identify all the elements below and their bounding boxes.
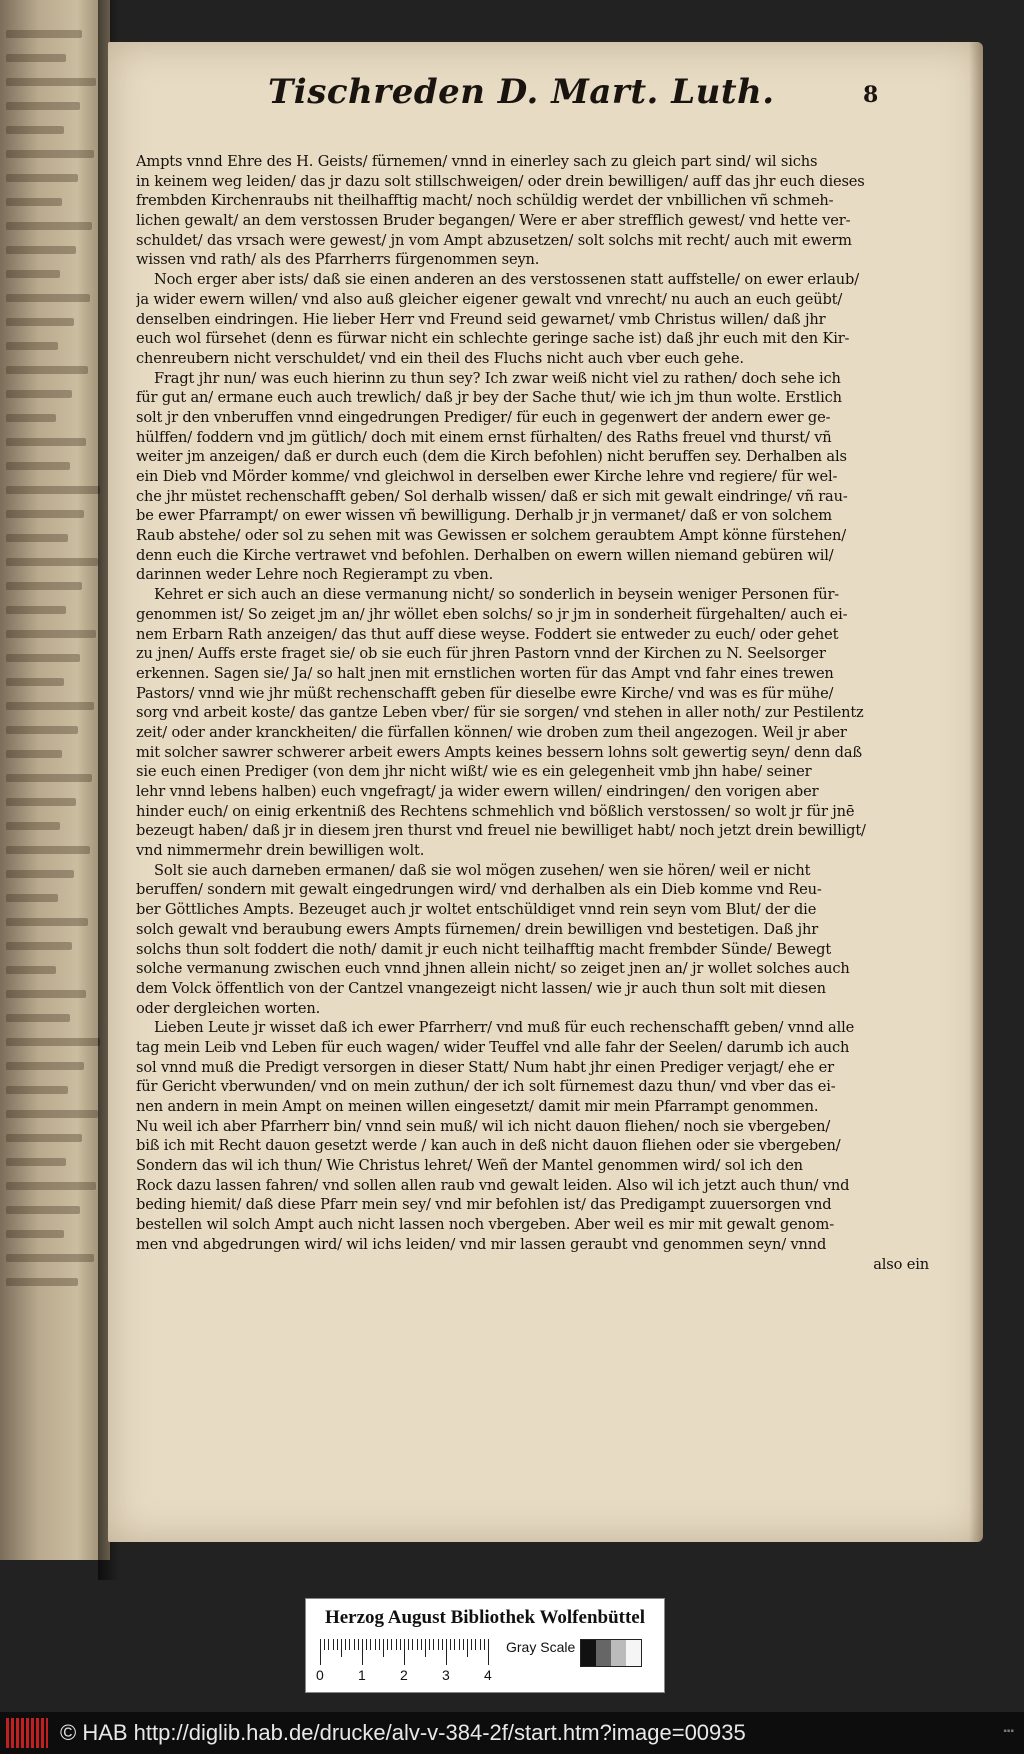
text-line: lichen gewalt/ an dem verstossen Bruder begangen/ Were er aber strefflich gewest/ vnd hette ver-	[136, 212, 851, 230]
ruler-tick	[467, 1639, 468, 1657]
left-page-text-shadow	[6, 654, 80, 662]
book-page	[108, 42, 983, 1542]
running-head: Tischreden D. Mart. Luth.	[268, 72, 775, 112]
gray-scale-label: Gray Scale	[506, 1639, 576, 1655]
ruler-tick	[463, 1639, 464, 1650]
text-line: zu jnen/ Auffs erste fraget sie/ ob sie euch für jhren Pastorn vnnd der Kirchen zu N. Seelsorger	[136, 645, 826, 663]
ruler-tick	[438, 1639, 439, 1650]
left-page-text-shadow	[6, 78, 96, 86]
text-line: frembden Kirchenraubs nit theilhafftig macht/ noch schüldig werdet der vnbillichen vñ schmeh-	[136, 192, 834, 210]
left-page-text-shadow	[6, 486, 100, 494]
left-page-text-shadow	[6, 198, 62, 206]
text-line: Lieben Leute jr wisset daß ich ewer Pfarrherr/ vnd muß für euch rechenschafft geben/ vnnd alle	[154, 1019, 855, 1037]
ruler-tick	[454, 1639, 455, 1650]
ruler-tick	[379, 1639, 380, 1650]
copyright-url[interactable]: © HAB http://diglib.hab.de/drucke/alv-v-384-2f/start.htm?image=00935	[60, 1720, 746, 1745]
left-page-text-shadow	[6, 462, 70, 470]
ruler-labels	[316, 1667, 496, 1685]
left-page-text-shadow	[6, 366, 88, 374]
text-line: beding hiemit/ daß diese Pfarr mein sey/ vnd mir befohlen ist/ das Predigampt zuuersorgen vnd	[136, 1196, 832, 1214]
text-line: sie euch einen Prediger (von dem jhr nicht wißt/ wie es ein gelegenheit vmb jhn habe/ seiner	[136, 763, 812, 781]
left-page-text-shadow	[6, 558, 98, 566]
ruler-tick	[345, 1639, 346, 1650]
text-line: lehr vnnd lebens halben) euch vngefragt/ ja wider ewern willen/ eindringen/ den vorigen aber	[136, 783, 819, 800]
left-page-text-shadow	[6, 1206, 80, 1214]
scale-ruler	[320, 1639, 492, 1665]
text-line: genommen ist/ So zeiget jm an/ jhr wöllet eben solchs/ so jr jm in sonderheit fürgehalten/ auch ei-	[136, 605, 848, 623]
text-line: tag mein Leib vnd Leben für euch wagen/ wider Teuffel vnd alle fahr der Seelen/ darumb ich auch	[136, 1038, 850, 1056]
text-line: men vnd abgedrungen wird/ wil ichs leiden/ vnd mir lassen geraubt vnd genommen seyn/ vnnd	[136, 1235, 827, 1253]
left-page-text-shadow	[6, 438, 86, 446]
left-page-text-shadow	[6, 798, 76, 806]
ruler-tick	[333, 1639, 334, 1650]
ruler-tick	[484, 1639, 485, 1650]
gray-swatch	[596, 1640, 611, 1666]
ruler-tick	[354, 1639, 355, 1650]
ruler-tick	[396, 1639, 397, 1650]
ruler-tick	[328, 1639, 329, 1650]
text-line: Raub abstehe/ oder sol zu sehen mit was Gewissen er solchem geraubtem Ampt könne fürstehen/	[136, 527, 847, 545]
text-line: biß ich mit Recht dauon gesetzt werde / kan auch in deß nicht dauon fliehen oder sie vbergeben/	[136, 1137, 841, 1155]
left-page-text-shadow	[6, 774, 92, 782]
left-page-text-shadow	[6, 1254, 94, 1262]
left-page-text-shadow	[6, 1230, 64, 1238]
ruler-tick	[337, 1639, 338, 1650]
text-line: ein Dieb vnd Mörder komme/ vnd gleichwol in derselben ewer Kirche lehre vnd regiere/ für wel-	[136, 468, 838, 485]
left-page-text-shadow	[6, 702, 94, 710]
ruler-tick	[324, 1639, 325, 1650]
page-number: 8	[863, 82, 879, 108]
text-line: che jhr müstet rechenschafft geben/ Sol derhalb wissen/ daß er sich mit gewalt eindringe/ vñ rau-	[136, 487, 848, 505]
ruler-tick	[421, 1639, 422, 1650]
left-page-text-shadow	[6, 894, 58, 902]
left-page-text-shadow	[6, 342, 58, 350]
left-page-text-shadow	[6, 678, 64, 686]
left-page-text-shadow	[6, 414, 56, 422]
left-page-text-shadow	[6, 30, 82, 38]
ruler-tick	[370, 1639, 371, 1650]
left-page-text-shadow	[6, 1278, 78, 1286]
left-page-text-shadow	[6, 246, 76, 254]
ruler-tick	[391, 1639, 392, 1650]
ruler-tick	[387, 1639, 388, 1650]
text-line: mit solcher sawrer schwerer arbeit ewers Ampts keines bessern lohns solt gewertig seyn/ denn daß	[136, 743, 862, 761]
left-page-text-shadow	[6, 918, 88, 926]
left-page-text-shadow	[6, 1158, 66, 1166]
left-page-text-shadow	[6, 582, 82, 590]
ruler-tick	[408, 1639, 409, 1650]
ruler-label: 2	[400, 1667, 408, 1683]
text-line: bestellen wil solch Ampt auch nicht lassen noch vbergeben. Aber weil es mir mit gewalt genom-	[136, 1216, 834, 1234]
text-line: erkennen. Sagen sie/ Ja/ so halt jnen mit ernstlichen worten für das Ampt vnd fahr eines trewen	[136, 664, 834, 682]
text-line: bezeugt haben/ daß jr in diesem jren thurst vnd freuel nie bewilliget habt/ noch jetzt drein bewilligt/	[136, 822, 866, 840]
left-page-text-shadow	[6, 1062, 84, 1070]
text-line: denselben eindringen. Hie lieber Herr vnd Freund seid gewarnet/ vmb Christus willen/ daß jhr	[136, 310, 826, 328]
left-page-edge	[0, 0, 110, 1560]
left-page-text-shadow	[6, 510, 84, 518]
text-line: Ampts vnnd Ehre des H. Geists/ fürnemen/ vnnd in einerley sach zu gleich part sind/ wil sichs	[136, 153, 818, 170]
ruler-tick	[429, 1639, 430, 1650]
ruler-label: 0	[316, 1667, 324, 1683]
text-line: für Gericht vberwunden/ vnd on mein zuthun/ der ich solt fürnemest dazu thun/ vnd vber das ei-	[136, 1078, 836, 1096]
text-line: be ewer Pfarrampt/ on ewer wissen vñ bewilligung. Derhalb jr jn vermanet/ daß er von solchem	[136, 507, 832, 525]
ruler-tick	[412, 1639, 413, 1650]
text-line: Kehret er sich auch an diese vermanung nicht/ so sonderlich in beysein weniger Personen für-	[154, 586, 840, 604]
catchword: also ein	[873, 1255, 929, 1273]
left-page-text-shadow	[6, 1086, 68, 1094]
text-line: solchs thun solt foddert die noth/ damit jr euch nicht teilhafftig macht frembder Sünde/ Bewegt	[136, 940, 832, 958]
text-line: hülffen/ foddern vnd jm gütlich/ doch mit einem ernst fürhalten/ des Raths freuel vnd thurst/ vñ	[136, 428, 832, 446]
left-page-text-shadow	[6, 126, 64, 134]
left-page-text-shadow	[6, 54, 66, 62]
text-line: euch wol fürsehet (denn es fürwar nicht ein schlechte geringe sache ist) daß jhr euch mit den Kir-	[136, 330, 850, 348]
left-page-text-shadow	[6, 294, 90, 302]
text-line: Rock dazu lassen fahren/ vnd sollen allen raub vnd gewalt leiden. Also wil ich jetzt auch thun/ vnd	[136, 1176, 850, 1194]
ruler-label: 4	[484, 1667, 492, 1683]
ruler-tick	[488, 1639, 489, 1665]
ruler-tick	[366, 1639, 367, 1650]
ruler-tick	[349, 1639, 350, 1650]
color-calibration-card	[305, 1598, 665, 1693]
text-line: darinnen weder Lehre noch Regierampt zu vben.	[136, 566, 494, 584]
left-page-text-shadow	[6, 174, 78, 182]
library-name: Herzog August Bibliothek Wolfenbüttel	[324, 1607, 646, 1628]
text-line: hinder euch/ on einig erkentniß des Rechtens schmehlich vnd bößlich verstossen/ so wolt jr für jnē	[136, 802, 855, 820]
text-line: ber Göttliches Ampts. Bezeuget auch jr woltet entschüldiget vnnd rein seyn vom Blut/ der die	[136, 901, 817, 919]
left-page-text-shadow	[6, 966, 56, 974]
ruler-tick	[471, 1639, 472, 1650]
left-page-text-shadow	[6, 870, 74, 878]
left-page-text-shadow	[6, 1038, 100, 1046]
ruler-tick	[446, 1639, 447, 1665]
text-line: dem Volck öffentlich von der Cantzel vnangezeigt nicht lassen/ wie jr auch thun solt mit diesen	[136, 979, 826, 997]
left-page-text-shadow	[6, 534, 68, 542]
gray-swatch	[581, 1640, 596, 1666]
ruler-tick	[404, 1639, 405, 1665]
left-page-text-shadow	[6, 942, 72, 950]
body-text	[136, 152, 931, 1274]
text-line: Sondern das wil ich thun/ Wie Christus lehret/ Weñ der Mantel genommen wird/ sol ich den	[136, 1157, 803, 1175]
text-line: solt jr den vnberuffen vnnd eingedrungen Prediger/ für euch in gegenwert der andern ewer ge-	[136, 408, 831, 426]
ruler-tick	[417, 1639, 418, 1650]
ruler-tick	[425, 1639, 426, 1657]
left-page-text-shadow	[6, 102, 80, 110]
left-page-text-shadow	[6, 726, 78, 734]
text-line: solche vermanung zwischen euch vnnd jhnen allein nicht/ so zeiget jnen an/ jr wollet solches auch	[136, 960, 850, 978]
left-page-text-shadow	[6, 822, 60, 830]
left-page-text-shadow	[6, 270, 60, 278]
text-line: in keinem weg leiden/ das jr dazu solt stillschweigen/ oder drein bewilligen/ auff das jhr euch dieses	[136, 172, 865, 190]
text-line: Solt sie auch darneben ermanen/ daß sie wol mögen zusehen/ wen sie hören/ weil er nicht	[154, 861, 811, 879]
ruler-tick	[375, 1639, 376, 1650]
text-line: nen andern in mein Ampt on meinen willen eingesetzt/ damit mir mein Pfarrampt genommen.	[136, 1098, 819, 1115]
left-page-text-shadow	[6, 1110, 98, 1118]
gray-swatch	[611, 1640, 626, 1666]
text-line: zeit/ oder ander kranckheiten/ die fürfallen können/ wie droben zum theil angezogen. Weil jr aber	[136, 723, 847, 741]
left-page-text-shadow	[6, 750, 62, 758]
text-line: denn euch die Kirche vertrawet vnd befohlen. Derhalben on ewern willen niemand gebüren wil/	[136, 546, 834, 564]
left-page-text-shadow	[6, 606, 66, 614]
ruler-tick	[459, 1639, 460, 1650]
text-line: sorg vnd arbeit koste/ das gantze Leben vber/ für sie sorgen/ vnd stehen in aller noth/ zur Pestilentz	[136, 704, 864, 722]
left-page-text-shadow	[6, 1182, 96, 1190]
text-line: Pastors/ vnnd wie jhr müßt rechenschafft geben für dieselbe ewre Kirche/ vnd was es für mühe/	[136, 684, 834, 702]
text-line: für gut an/ ermane euch auch trewlich/ daß jr bey der Sache thut/ wie ich jm thun wolte. Erstlich	[136, 389, 842, 407]
left-page-text-shadow	[6, 150, 94, 158]
footer-bar	[0, 1712, 1024, 1754]
left-page-text-shadow	[6, 630, 96, 638]
text-line: vnd nimmermehr drein bewilligen wolt.	[136, 842, 425, 860]
text-line: sol vnnd muß die Predigt versorgen in dieser Statt/ Num habt jhr einen Prediger verjagt/ ehe er	[136, 1058, 834, 1076]
text-line: oder dergleichen worten.	[136, 999, 321, 1017]
text-line: solch gewalt vnd beraubung ewers Ampts fürnemen/ drein bewilligen vnd bestetigen. Daß jhr	[136, 920, 819, 938]
text-line: wissen vnd rath/ als des Pfarrherrs fürgenommen seyn.	[136, 251, 540, 269]
text-line: chenreubern nicht verschuldet/ vnd ein theil des Fluchs nicht auch vber euch gehe.	[136, 349, 744, 367]
ruler-tick	[450, 1639, 451, 1650]
ruler-tick	[358, 1639, 359, 1650]
ruler-tick	[442, 1639, 443, 1650]
ruler-label: 3	[442, 1667, 450, 1683]
text-line: Noch erger aber ists/ daß sie einen anderen an des verstossenen statt auffstelle/ on ewer erlaub/	[154, 271, 859, 289]
left-page-text-shadow	[6, 1014, 70, 1022]
left-page-text-shadow	[6, 1134, 82, 1142]
ruler-tick	[475, 1639, 476, 1650]
ruler-tick	[383, 1639, 384, 1657]
text-line: ja wider ewern willen/ vnd also auß gleicher eigener gewalt vnd vnrecht/ nu auch an euch geübt/	[136, 290, 843, 308]
gray-swatch	[626, 1640, 641, 1666]
ruler-tick	[433, 1639, 434, 1650]
text-line: nem Erbarn Rath anzeigen/ das thut auff diese weyse. Foddert sie entweder zu euch/ oder gehet	[136, 625, 839, 643]
text-line: beruffen/ sondern mit gewalt eingedrungen wird/ vnd derhalben als ein Dieb komme vnd Reu-	[136, 881, 822, 899]
ruler-label: 1	[358, 1667, 366, 1683]
barcode-icon	[6, 1718, 48, 1748]
ruler-tick	[480, 1639, 481, 1650]
left-page-text-shadow	[6, 318, 74, 326]
text-line: Fragt jhr nun/ was euch hierinn zu thun sey? Ich zwar weiß nicht viel zu rathen/ doch sehe ich	[154, 369, 841, 387]
text-line: weiter jm anzeigen/ daß er durch euch (dem die Kirch befohlen) nicht beruffen sey. Derhalben als	[136, 448, 847, 466]
left-page-text-shadow	[6, 846, 90, 854]
ruler-tick	[400, 1639, 401, 1650]
left-page-text-shadow	[6, 390, 72, 398]
left-page-text-shadow	[6, 990, 86, 998]
text-line: Nu weil ich aber Pfarrherr bin/ vnnd sein muß/ wil ich nicht dauon fliehen/ noch sie vbergeben/	[136, 1117, 831, 1135]
ruler-tick	[362, 1639, 363, 1665]
text-line: schuldet/ das vrsach were gewest/ jn vom Ampt abzusetzen/ solt solchs mit recht/ auch mit ewerm	[136, 231, 852, 249]
ruler-tick	[320, 1639, 321, 1665]
status-dots: ▪▪▪	[1003, 1726, 1014, 1737]
ruler-tick	[341, 1639, 342, 1657]
gray-scale-swatch	[580, 1639, 642, 1667]
left-page-text-shadow	[6, 222, 92, 230]
